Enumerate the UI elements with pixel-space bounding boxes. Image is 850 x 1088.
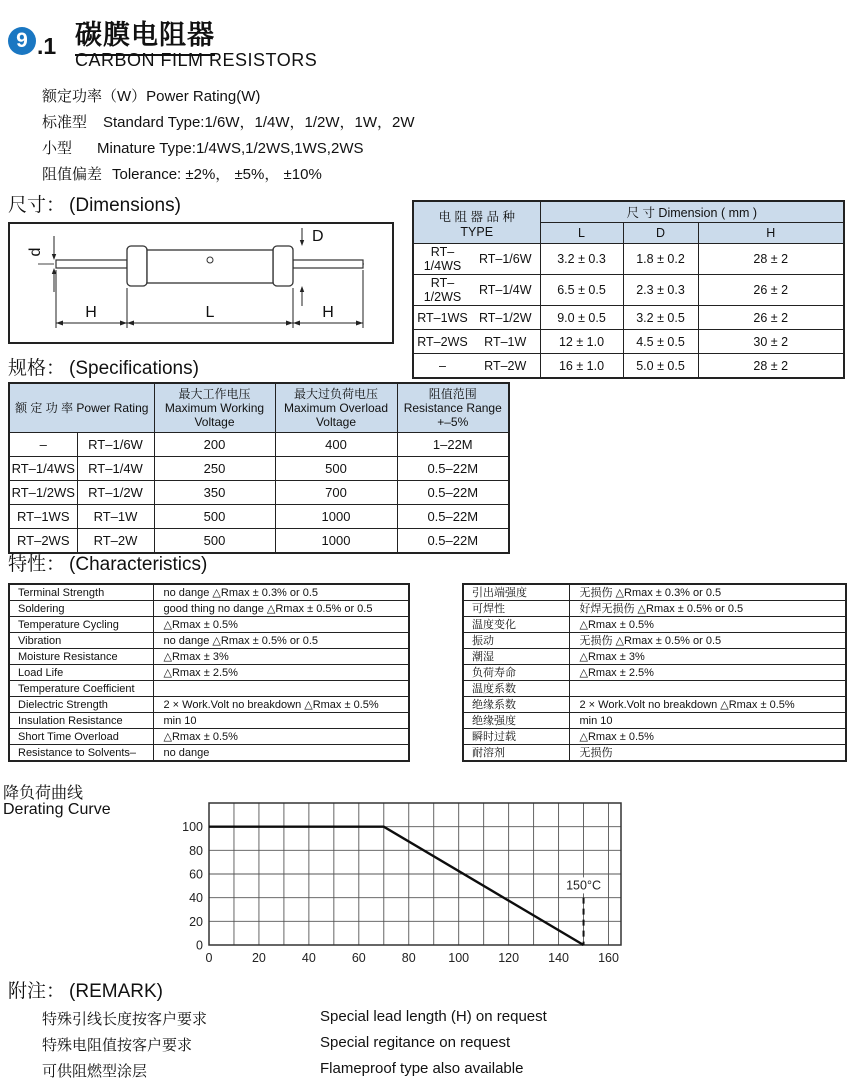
table-cell: 12 ± 1.0 xyxy=(540,330,623,354)
table-cell: RT–2W xyxy=(471,354,540,379)
table-cell: 2 × Work.Volt no breakdown △Rmax ± 0.5% xyxy=(569,697,846,713)
table-cell: 26 ± 2 xyxy=(698,275,844,306)
table-header-row xyxy=(9,383,509,433)
table-cell: 1000 xyxy=(275,529,397,554)
table-cell: 700 xyxy=(275,481,397,505)
table-cell: 好焊无损伤 △Rmax ± 0.5% or 0.5 xyxy=(569,601,846,617)
y-tick-label: 60 xyxy=(189,867,203,882)
y-tick-label: 40 xyxy=(189,891,203,906)
table-cell: 400 xyxy=(275,433,397,457)
specifications-heading: 规格： (Specifications) xyxy=(8,358,199,379)
x-tick-label: 160 xyxy=(598,951,619,965)
table-cell: 绝缘系数 xyxy=(463,697,569,713)
table-cell: 5.0 ± 0.5 xyxy=(623,354,698,379)
y-tick-label: 80 xyxy=(189,843,203,858)
table-row xyxy=(463,665,846,681)
specifications-table xyxy=(8,382,510,554)
characteristics-table-en xyxy=(8,583,410,762)
table-cell: 振动 xyxy=(463,633,569,649)
table-cell: 潮湿 xyxy=(463,649,569,665)
x-tick-label: 120 xyxy=(498,951,520,965)
table-cell: 0.5–22M xyxy=(397,457,509,481)
col-header-L: L xyxy=(540,223,623,244)
col-header-D: D xyxy=(623,223,698,244)
y-tick-label: 100 xyxy=(182,820,203,835)
table-cell: RT–1/4WS xyxy=(9,457,77,481)
table-row xyxy=(9,681,409,697)
table-row xyxy=(9,505,509,529)
table-cell: 3.2 ± 0.3 xyxy=(540,244,623,275)
table-cell: RT–1/4WS xyxy=(413,244,471,275)
table-header-row xyxy=(413,201,844,223)
table-cell: Load Life xyxy=(9,665,153,681)
y-tick-label: 20 xyxy=(189,914,203,929)
table-row xyxy=(9,617,409,633)
table-row xyxy=(463,601,846,617)
list-item: 特殊引线长度按客户要求 Special lead length (H) on request xyxy=(42,1008,547,1028)
table-cell: 0.5–22M xyxy=(397,481,509,505)
x-tick-label: 0 xyxy=(205,951,213,965)
table-cell: △Rmax ± 0.5% xyxy=(153,617,409,633)
table-cell: 引出端强度 xyxy=(463,584,569,601)
col-header-H: H xyxy=(698,223,844,244)
table-row xyxy=(463,584,846,601)
table-cell: RT–1W xyxy=(77,505,154,529)
table-row xyxy=(413,354,844,379)
table-row xyxy=(9,433,509,457)
max-overload-voltage-header: 最大过负荷电压 Maximum Overload Voltage xyxy=(275,383,397,433)
table-cell: Dielectric Strength xyxy=(9,697,153,713)
derating-label-cn: 降负荷曲线 xyxy=(3,785,84,802)
type-header: 电 阻 器 品 种 TYPE xyxy=(413,201,540,244)
table-cell: 绝缘强度 xyxy=(463,713,569,729)
table-cell: RT–1/2W xyxy=(77,481,154,505)
table-row xyxy=(9,665,409,681)
section-number-decimal: .1 xyxy=(37,33,57,59)
table-row xyxy=(413,330,844,354)
table-cell: RT–1W xyxy=(471,330,540,354)
intro-line-miniature: 小型 Minature Type:1/4WS,1/2WS,1WS,2WS xyxy=(42,140,364,157)
table-row xyxy=(463,697,846,713)
table-cell: no dange xyxy=(153,745,409,762)
table-row xyxy=(463,681,846,697)
table-cell: △Rmax ± 0.5% xyxy=(569,729,846,745)
table-cell: △Rmax ± 2.5% xyxy=(569,665,846,681)
derating-label-en: Derating Curve xyxy=(3,801,111,818)
table-cell: 200 xyxy=(154,433,275,457)
table-cell: 无损伤 △Rmax ± 0.3% or 0.5 xyxy=(569,584,846,601)
derating-line xyxy=(209,827,584,945)
table-cell: RT–1WS xyxy=(413,306,471,330)
table-cell: 温度变化 xyxy=(463,617,569,633)
table-cell: 350 xyxy=(154,481,275,505)
table-cell: RT–1/6W xyxy=(77,433,154,457)
table-row xyxy=(463,633,846,649)
table-cell: 温度系数 xyxy=(463,681,569,697)
table-row xyxy=(9,481,509,505)
dim-label-d: d xyxy=(27,247,44,257)
table-cell: – xyxy=(413,354,471,379)
table-cell: 2 × Work.Volt no breakdown △Rmax ± 0.5% xyxy=(153,697,409,713)
table-row xyxy=(9,697,409,713)
resistor-diagram xyxy=(10,224,392,342)
table-cell: 耐溶剂 xyxy=(463,745,569,762)
table-cell: RT–1/6W xyxy=(471,244,540,275)
table-row xyxy=(463,745,846,762)
table-cell: 1.8 ± 0.2 xyxy=(623,244,698,275)
x-tick-label: 60 xyxy=(351,951,366,965)
table-cell: RT–2WS xyxy=(413,330,471,354)
table-cell: no dange △Rmax ± 0.5% or 0.5 xyxy=(153,633,409,649)
table-cell: 26 ± 2 xyxy=(698,306,844,330)
table-cell: 无损伤 △Rmax ± 0.5% or 0.5 xyxy=(569,633,846,649)
table-cell: Temperature Coefficient xyxy=(9,681,153,697)
dim-label-D: D xyxy=(312,228,324,245)
table-cell: 16 ± 1.0 xyxy=(540,354,623,379)
remark-heading: 附注： (REMARK) xyxy=(8,981,163,1002)
intro-line-tolerance: 阻值偏差 Tolerance: ±2%， ±5%， ±10% xyxy=(42,166,322,183)
dimensions-table xyxy=(412,200,845,379)
table-cell: 9.0 ± 0.5 xyxy=(540,306,623,330)
table-cell: 1000 xyxy=(275,505,397,529)
table-row xyxy=(9,584,409,601)
table-row xyxy=(413,275,844,306)
table-cell: Moisture Resistance xyxy=(9,649,153,665)
table-row xyxy=(9,745,409,762)
characteristics-table-cn xyxy=(462,583,847,762)
table-cell: no dange △Rmax ± 0.3% or 0.5 xyxy=(153,584,409,601)
table-cell: RT–1/2W xyxy=(471,306,540,330)
dimensions-heading: 尺寸： (Dimensions) xyxy=(8,195,181,216)
table-cell: 可焊性 xyxy=(463,601,569,617)
table-cell: Temperature Cycling xyxy=(9,617,153,633)
table-row xyxy=(9,713,409,729)
table-row xyxy=(9,457,509,481)
table-cell: 250 xyxy=(154,457,275,481)
table-cell: 无损伤 xyxy=(569,745,846,762)
annotation-label: 150°C xyxy=(566,878,601,893)
table-row xyxy=(463,729,846,745)
table-cell: 0.5–22M xyxy=(397,505,509,529)
section-number-badge: 9 xyxy=(8,27,36,55)
table-cell: – xyxy=(9,433,77,457)
intro-line-power: 额定功率（W）Power Rating(W) xyxy=(42,88,261,105)
table-cell: △Rmax ± 2.5% xyxy=(153,665,409,681)
resistor-diagram-box xyxy=(8,222,394,344)
remark-items xyxy=(8,1008,808,1086)
table-cell: Terminal Strength xyxy=(9,584,153,601)
table-row xyxy=(413,306,844,330)
table-row xyxy=(9,649,409,665)
table-cell: Resistance to Solvents– xyxy=(9,745,153,762)
table-cell: 1–22M xyxy=(397,433,509,457)
derating-chart xyxy=(160,796,635,976)
dim-label-H-left: H xyxy=(85,304,97,321)
table-row xyxy=(413,244,844,275)
table-cell: RT–2WS xyxy=(9,529,77,554)
power-rating-header: 额 定 功 率 Power Rating xyxy=(9,383,154,433)
table-cell: RT–1WS xyxy=(9,505,77,529)
derating-chart-wrap xyxy=(160,796,635,976)
table-cell: Short Time Overload xyxy=(9,729,153,745)
y-tick-label: 0 xyxy=(196,938,203,953)
table-cell: 3.2 ± 0.5 xyxy=(623,306,698,330)
intro-line-standard: 标准型 Standard Type:1/6W，1/4W，1/2W，1W，2W xyxy=(42,114,415,131)
page-title-en: CARBON FILM RESISTORS xyxy=(75,50,318,70)
table-cell: RT–2W xyxy=(77,529,154,554)
max-working-voltage-header: 最大工作电压 Maximum Working Voltage xyxy=(154,383,275,433)
table-cell: 500 xyxy=(154,529,275,554)
table-row xyxy=(9,633,409,649)
table-row xyxy=(463,649,846,665)
table-cell: 瞬时过载 xyxy=(463,729,569,745)
table-cell: 2.3 ± 0.3 xyxy=(623,275,698,306)
table-cell: △Rmax ± 0.5% xyxy=(153,729,409,745)
table-cell: 负荷寿命 xyxy=(463,665,569,681)
dim-label-H-right: H xyxy=(322,304,334,321)
characteristics-heading: 特性： (Characteristics) xyxy=(8,554,208,575)
list-item: 可供阻燃型涂层 Flameproof type also available xyxy=(42,1060,524,1080)
page-title-cn: 碳膜电阻器 xyxy=(75,13,215,56)
table-cell: 500 xyxy=(275,457,397,481)
table-cell: RT–1/4W xyxy=(471,275,540,306)
x-tick-label: 100 xyxy=(448,951,470,965)
dim-header: 尺 寸 Dimension ( mm ) xyxy=(540,201,844,223)
resistance-range-header: 阻值范围 Resistance Range +–5% xyxy=(397,383,509,433)
table-cell: Soldering xyxy=(9,601,153,617)
table-cell: Insulation Resistance xyxy=(9,713,153,729)
table-cell xyxy=(153,681,409,697)
table-cell: △Rmax ± 3% xyxy=(569,649,846,665)
table-cell: 500 xyxy=(154,505,275,529)
table-cell: △Rmax ± 0.5% xyxy=(569,617,846,633)
x-tick-label: 140 xyxy=(548,951,570,965)
table-cell: good thing no dange △Rmax ± 0.5% or 0.5 xyxy=(153,601,409,617)
table-cell: 28 ± 2 xyxy=(698,354,844,379)
dim-label-L: L xyxy=(205,304,215,321)
intro-block xyxy=(42,84,415,188)
table-row xyxy=(463,713,846,729)
table-row xyxy=(463,617,846,633)
list-item: 特殊电阻值按客户要求 Special regitance on request xyxy=(42,1034,511,1054)
table-row xyxy=(9,729,409,745)
table-cell: 28 ± 2 xyxy=(698,244,844,275)
table-row xyxy=(9,601,409,617)
table-cell xyxy=(569,681,846,697)
x-tick-label: 40 xyxy=(301,951,316,965)
x-tick-label: 20 xyxy=(251,951,266,965)
table-cell: min 10 xyxy=(569,713,846,729)
table-cell: 6.5 ± 0.5 xyxy=(540,275,623,306)
table-cell: RT–1/2WS xyxy=(413,275,471,306)
table-cell: RT–1/2WS xyxy=(9,481,77,505)
table-cell: RT–1/4W xyxy=(77,457,154,481)
table-cell: 30 ± 2 xyxy=(698,330,844,354)
table-cell: 4.5 ± 0.5 xyxy=(623,330,698,354)
table-cell: 0.5–22M xyxy=(397,529,509,554)
table-cell: Vibration xyxy=(9,633,153,649)
table-cell: min 10 xyxy=(153,713,409,729)
x-tick-label: 80 xyxy=(401,951,416,965)
table-cell: △Rmax ± 3% xyxy=(153,649,409,665)
